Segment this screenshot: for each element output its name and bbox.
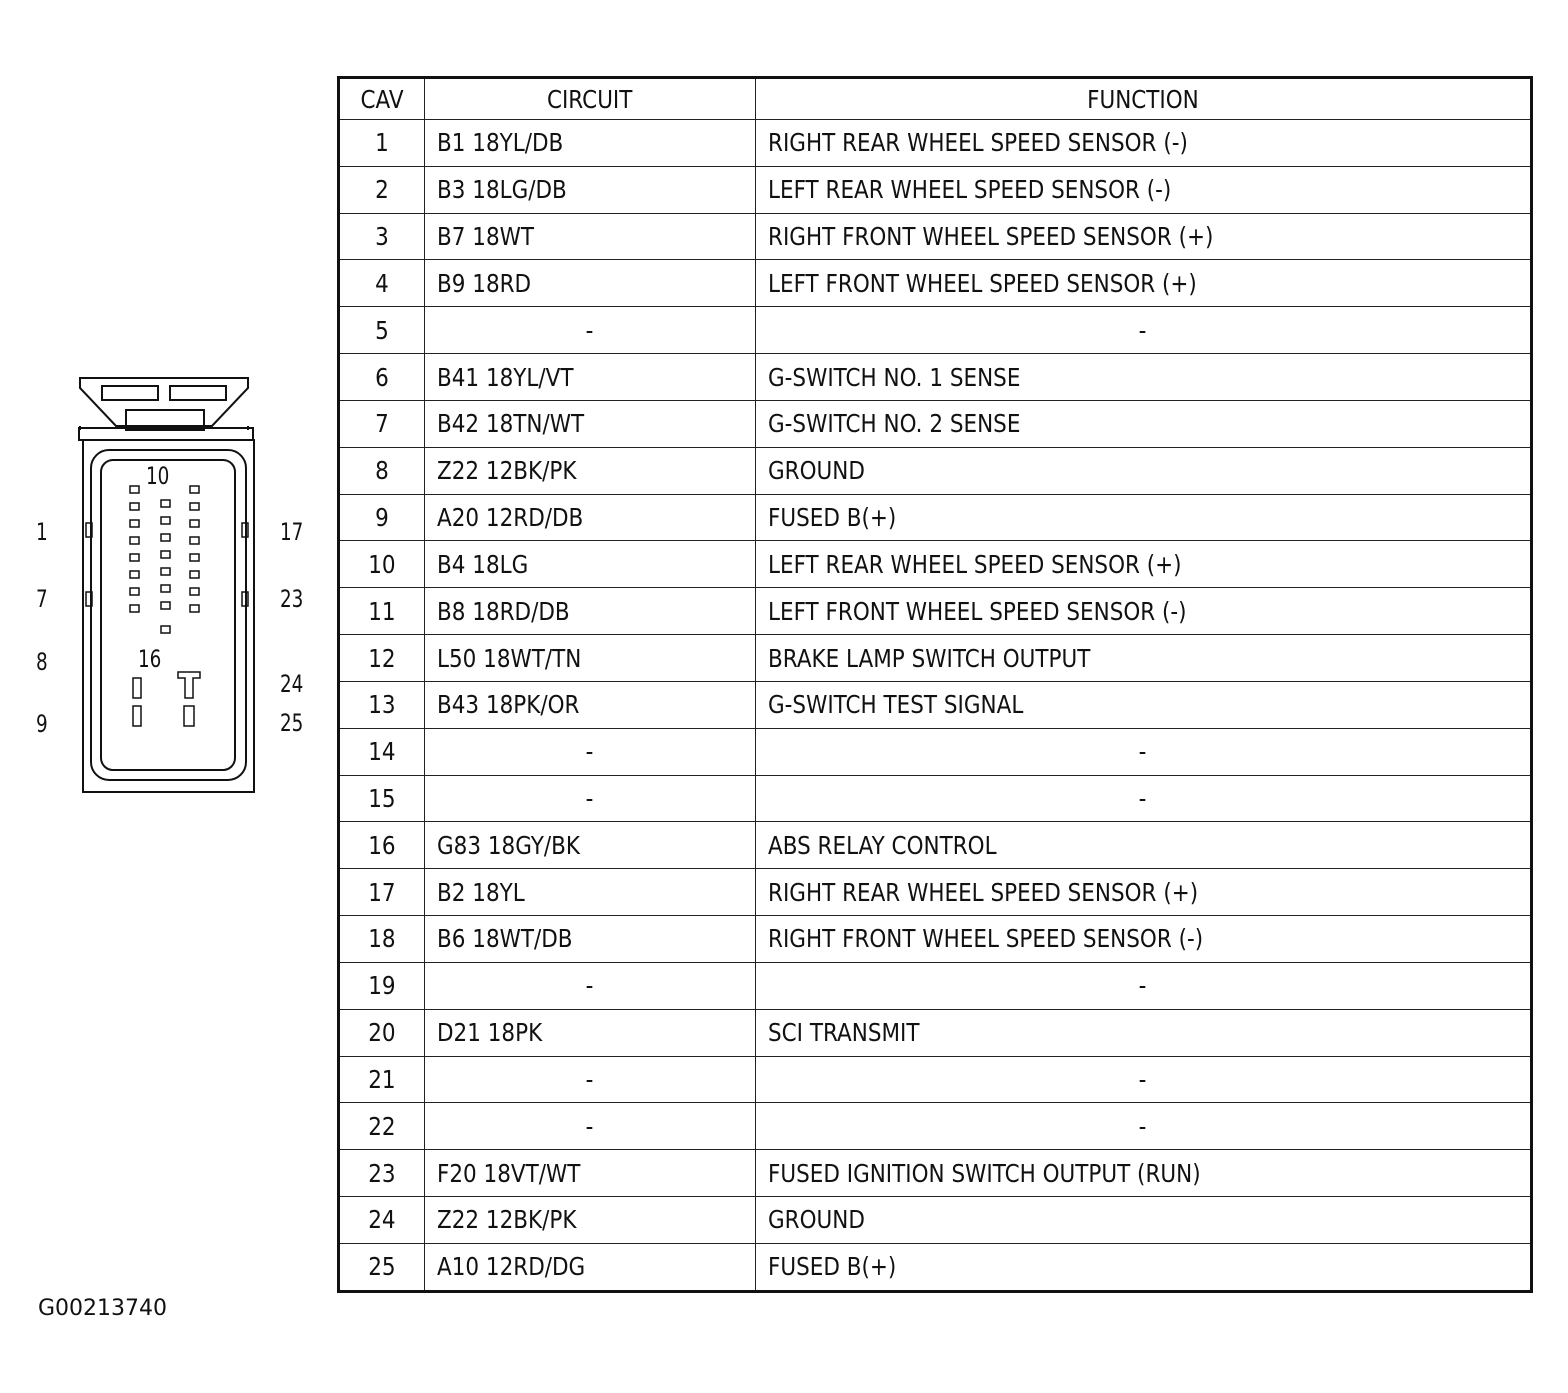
pin-label-7: 7: [36, 585, 48, 613]
pin-label-1: 1: [36, 518, 48, 546]
terminal-cavity: [190, 503, 199, 510]
cell-function: BRAKE LAMP SWITCH OUTPUT: [756, 635, 1532, 682]
cell-cav: 17: [339, 869, 425, 916]
table-row: [339, 1009, 1532, 1056]
terminal-cavity: [161, 568, 170, 575]
large-terminal-cavity: [133, 678, 141, 698]
table-row: [339, 869, 1532, 916]
cell-circuit: L50 18WT/TN: [425, 635, 756, 682]
table-row: [339, 260, 1532, 307]
terminal-cavity: [190, 520, 199, 527]
terminal-cavity: [161, 551, 170, 558]
terminal-cavity: [190, 571, 199, 578]
cell-function: RIGHT REAR WHEEL SPEED SENSOR (+): [756, 869, 1532, 916]
table-row: [339, 494, 1532, 541]
cell-function: GROUND: [756, 447, 1532, 494]
cell-function: -: [756, 1103, 1532, 1150]
cell-function: LEFT FRONT WHEEL SPEED SENSOR (+): [756, 260, 1532, 307]
cell-cav: 23: [339, 1150, 425, 1197]
cell-function: SCI TRANSMIT: [756, 1009, 1532, 1056]
header-function: FUNCTION: [756, 78, 1532, 120]
cell-circuit: A10 12RD/DG: [425, 1243, 756, 1291]
cell-circuit: B7 18WT: [425, 213, 756, 260]
terminal-cavity: [130, 588, 139, 595]
table-row: [339, 1197, 1532, 1244]
table-row: [339, 822, 1532, 869]
pin-label-16: 16: [138, 645, 162, 673]
cell-function: LEFT REAR WHEEL SPEED SENSOR (+): [756, 541, 1532, 588]
cell-function: RIGHT REAR WHEEL SPEED SENSOR (-): [756, 120, 1532, 167]
large-terminal-cavity: [133, 706, 141, 726]
terminal-cavity: [161, 585, 170, 592]
table-body: [339, 120, 1532, 1292]
table-row: [339, 916, 1532, 963]
cell-circuit: B1 18YL/DB: [425, 120, 756, 167]
table-row: [339, 1243, 1532, 1291]
table-row: [339, 541, 1532, 588]
pin-label-25: 25: [280, 709, 304, 737]
cell-cav: 21: [339, 1056, 425, 1103]
table-row: [339, 447, 1532, 494]
cell-circuit: B41 18YL/VT: [425, 354, 756, 401]
table-row: [339, 120, 1532, 167]
table-header-row: [339, 78, 1532, 120]
cell-function: FUSED B(+): [756, 494, 1532, 541]
cell-circuit: G83 18GY/BK: [425, 822, 756, 869]
cell-function: -: [756, 962, 1532, 1009]
cell-cav: 15: [339, 775, 425, 822]
cell-cav: 25: [339, 1243, 425, 1291]
terminal-cavity: [190, 554, 199, 561]
terminal-cavity: [190, 605, 199, 612]
cell-circuit: -: [425, 307, 756, 354]
pin-label-9: 9: [36, 710, 48, 738]
connector-shell: [83, 440, 254, 792]
terminal-cavity: [161, 517, 170, 524]
terminal-cavity: [161, 602, 170, 609]
connector-diagram: [0, 360, 330, 820]
terminal-cavity: [130, 486, 139, 493]
cell-circuit: -: [425, 728, 756, 775]
cell-circuit: -: [425, 1103, 756, 1150]
cell-circuit: B3 18LG/DB: [425, 166, 756, 213]
table-row: [339, 962, 1532, 1009]
table-row: [339, 681, 1532, 728]
cell-circuit: B8 18RD/DB: [425, 588, 756, 635]
cell-function: GROUND: [756, 1197, 1532, 1244]
large-terminal-cavity: [184, 706, 194, 726]
table-row: [339, 1103, 1532, 1150]
cell-circuit: B9 18RD: [425, 260, 756, 307]
table-row: [339, 213, 1532, 260]
table-row: [339, 728, 1532, 775]
pin-label-17: 17: [280, 518, 304, 546]
cell-cav: 4: [339, 260, 425, 307]
cell-circuit: F20 18VT/WT: [425, 1150, 756, 1197]
table-row: [339, 1150, 1532, 1197]
cell-cav: 11: [339, 588, 425, 635]
cell-function: RIGHT FRONT WHEEL SPEED SENSOR (+): [756, 213, 1532, 260]
cell-circuit: B42 18TN/WT: [425, 400, 756, 447]
table-row: [339, 775, 1532, 822]
cell-cav: 18: [339, 916, 425, 963]
cell-function: G-SWITCH NO. 2 SENSE: [756, 400, 1532, 447]
cell-cav: 8: [339, 447, 425, 494]
cell-function: -: [756, 307, 1532, 354]
cell-circuit: B2 18YL: [425, 869, 756, 916]
cell-cav: 10: [339, 541, 425, 588]
terminal-cavity: [161, 500, 170, 507]
terminal-cavity: [161, 534, 170, 541]
cell-cav: 2: [339, 166, 425, 213]
cell-function: G-SWITCH TEST SIGNAL: [756, 681, 1532, 728]
table-row: [339, 307, 1532, 354]
ground-terminal-cavity: [178, 672, 200, 698]
cell-circuit: -: [425, 962, 756, 1009]
terminal-cavity: [130, 554, 139, 561]
terminal-cavity: [190, 588, 199, 595]
terminal-cavity: [161, 626, 170, 633]
cell-cav: 13: [339, 681, 425, 728]
terminal-cavity: [130, 605, 139, 612]
cell-cav: 20: [339, 1009, 425, 1056]
pinout-table: [337, 76, 1533, 1293]
cell-function: G-SWITCH NO. 1 SENSE: [756, 354, 1532, 401]
cell-circuit: Z22 12BK/PK: [425, 447, 756, 494]
table-row: [339, 588, 1532, 635]
table-row: [339, 354, 1532, 401]
table-row: [339, 400, 1532, 447]
cell-cav: 16: [339, 822, 425, 869]
pin-label-10: 10: [146, 462, 170, 490]
terminal-cavity: [190, 537, 199, 544]
table-row: [339, 166, 1532, 213]
cell-function: FUSED IGNITION SWITCH OUTPUT (RUN): [756, 1150, 1532, 1197]
latch-slot-right: [170, 386, 226, 400]
cell-cav: 12: [339, 635, 425, 682]
cell-circuit: -: [425, 775, 756, 822]
cell-cav: 24: [339, 1197, 425, 1244]
header-cav: CAV: [339, 78, 425, 120]
cell-function: -: [756, 728, 1532, 775]
cell-circuit: B4 18LG: [425, 541, 756, 588]
cell-function: -: [756, 1056, 1532, 1103]
cell-function: FUSED B(+): [756, 1243, 1532, 1291]
cell-cav: 5: [339, 307, 425, 354]
cell-cav: 22: [339, 1103, 425, 1150]
cell-circuit: A20 12RD/DB: [425, 494, 756, 541]
latch-slot-left: [102, 386, 158, 400]
table-row: [339, 1056, 1532, 1103]
table-row: [339, 635, 1532, 682]
cell-function: LEFT FRONT WHEEL SPEED SENSOR (-): [756, 588, 1532, 635]
cell-circuit: B6 18WT/DB: [425, 916, 756, 963]
cell-circuit: D21 18PK: [425, 1009, 756, 1056]
cell-circuit: B43 18PK/OR: [425, 681, 756, 728]
cell-cav: 19: [339, 962, 425, 1009]
terminal-cavity: [130, 503, 139, 510]
cell-cav: 3: [339, 213, 425, 260]
figure-id: G00213740: [38, 1296, 168, 1321]
cell-cav: 9: [339, 494, 425, 541]
cell-cav: 1: [339, 120, 425, 167]
pin-label-8: 8: [36, 648, 48, 676]
cell-cav: 7: [339, 400, 425, 447]
cell-function: -: [756, 775, 1532, 822]
cell-function: LEFT REAR WHEEL SPEED SENSOR (-): [756, 166, 1532, 213]
terminal-cavity: [130, 537, 139, 544]
terminal-cavity: [190, 486, 199, 493]
pin-label-24: 24: [280, 670, 304, 698]
terminal-cavity: [130, 520, 139, 527]
cell-function: RIGHT FRONT WHEEL SPEED SENSOR (-): [756, 916, 1532, 963]
cell-function: ABS RELAY CONTROL: [756, 822, 1532, 869]
cell-circuit: -: [425, 1056, 756, 1103]
cell-circuit: Z22 12BK/PK: [425, 1197, 756, 1244]
cell-cav: 14: [339, 728, 425, 775]
header-circuit: CIRCUIT: [425, 78, 756, 120]
terminal-cavity: [130, 571, 139, 578]
pin-label-23: 23: [280, 585, 304, 613]
cell-cav: 6: [339, 354, 425, 401]
